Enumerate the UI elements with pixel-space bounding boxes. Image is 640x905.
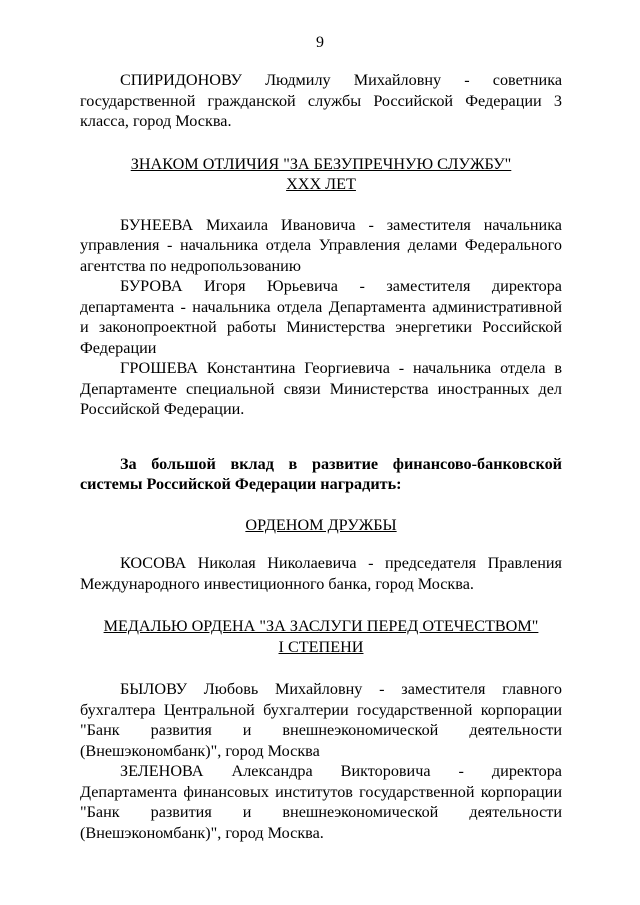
section-heading-badge-line2: XXX ЛЕТ bbox=[286, 175, 356, 193]
nominee-paragraph-groshev: ГРОШЕВА Константина Георгиевича - начальника отдела в Департаменте специальной связи Министерства иностранных дел Российской Федерации. bbox=[80, 359, 562, 418]
nominee-paragraph-burov: БУРОВА Игоря Юрьевича - заместителя директора департамента - начальника отдела Департамента административной и законопроектной работы Министерства энергетики Российской Федерации bbox=[80, 277, 562, 357]
document-body bbox=[80, 70, 562, 843]
section-heading-order-of-friendship: ОРДЕНОМ ДРУЖБЫ bbox=[245, 515, 397, 534]
nominee-paragraph-zelenov: ЗЕЛЕНОВА Александра Викторовича - директора Департамента финансовых институтов государственной корпорации "Банк развития и внешнеэкономической деятельности (Внешэкономбанк)", город Москва. bbox=[80, 762, 562, 842]
nominee-paragraph-kosov: КОСОВА Николая Николаевича - председателя Правления Международного инвестиционного банка, город Москва. bbox=[80, 554, 562, 593]
nominee-paragraph-bylova: БЫЛОВУ Любовь Михайловну - заместителя главного бухгалтера Центральной бухгалтерии государственной корпорации "Банк развития и внешнеэкономической деятельности (Внешэкономбанк)", город Москва bbox=[80, 680, 562, 760]
section-heading-badge-line1: ЗНАКОМ ОТЛИЧИЯ "ЗА БЕЗУПРЕЧНУЮ СЛУЖБУ" bbox=[130, 154, 512, 173]
nominee-paragraph-buneev: БУНЕЕВА Михаила Ивановича - заместителя начальника управления - начальника отдела Управления делами Федерального агентства по недропользованию bbox=[80, 215, 562, 275]
spacer bbox=[80, 420, 562, 454]
spacer bbox=[80, 657, 562, 679]
spacer bbox=[80, 535, 562, 553]
section-heading-medal-line1: МЕДАЛЬЮ ОРДЕНА "ЗА ЗАСЛУГИ ПЕРЕД ОТЕЧЕСТВОМ" bbox=[103, 617, 539, 635]
page-number: 9 bbox=[316, 34, 324, 51]
spacer bbox=[80, 594, 562, 616]
nominee-paragraph-spiridonova: СПИРИДОНОВУ Людмилу Михайловну - советника государственной гражданской службы Российской Федерации 3 класса, город Москва. bbox=[80, 71, 562, 130]
spacer bbox=[80, 132, 562, 154]
award-intro: За большой вклад в развитие финансово-банковской системы Российской Федерации наградить: bbox=[80, 454, 562, 493]
spacer bbox=[80, 495, 562, 515]
section-heading-medal-line2: I СТЕПЕНИ bbox=[278, 637, 364, 656]
spacer bbox=[80, 195, 562, 215]
